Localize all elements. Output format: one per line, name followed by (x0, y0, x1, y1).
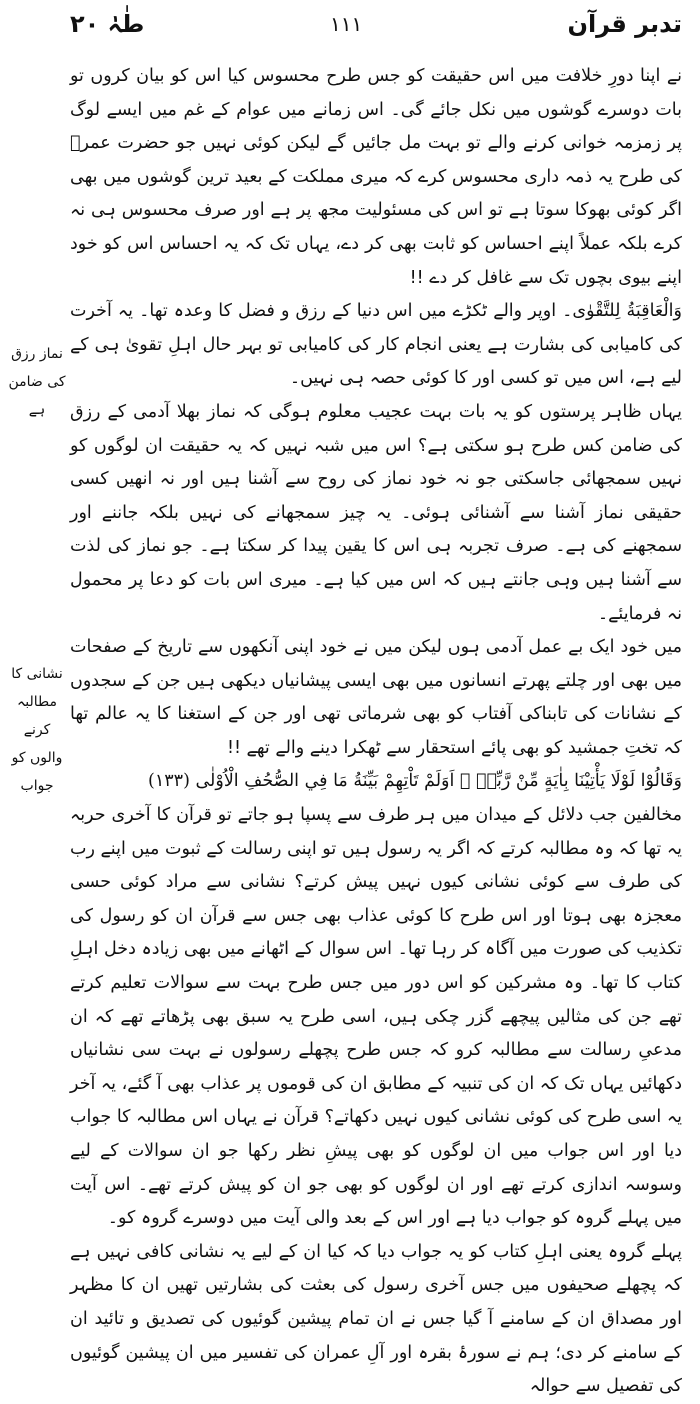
paragraph: وَالْعَاقِبَةُ لِلتَّقْوٰى۔ اوپر والے ٹکڑے میں اس دنیا کے رزق و فضل کا وعدہ تھا۔ یہ آخرت کی کامیابی کی بشارت ہے یعنی انجام کار کی کامیابی تو بہر حال اہلِ تقویٰ ہی کے لیے ہے، اس میں تو کسی اور کا کوئی حصہ ہی نہیں۔ (70, 301, 682, 389)
paragraph: پہلے گروہ یعنی اہلِ کتاب کو یہ جواب دیا کہ کیا ان کے لیے یہ نشانی کافی نہیں ہے کہ پچھلے صحیفوں میں جس آخری رسول کی بعثت کی بشارتیں تھیں ان کا مظہر اور مصداق ان کے سامنے آ گیا جس نے ان تمام پیشین گوئیوں کی تصدیق و تائید ان کے سامنے کر دی؛ ہم نے سورۂ بقرہ اور آلِ عمران کی تفسیر میں ان پیشین گوئیوں کی تفصیل سے حوالہ (70, 1241, 682, 1397)
page-number: ۱۱۱ (330, 12, 363, 36)
paragraph: میں خود ایک بے عمل آدمی ہوں لیکن میں نے خود اپنی آنکھوں سے تاریخ کے صفحات میں بھی اور چلتے پھرتے انسانوں میں بھی ایسی پیشانیاں دیکھی ہیں جن کے سجدوں کے نشانات کی تابناکی آفتاب کو بھی شرماتی تھی اور جن کے استغنا کا یہ عالم تھا کہ تختِ جمشید کو بھی پائے استحقار سے ٹھکرا دینے والے تھے !! (70, 637, 682, 758)
paragraph: نے اپنا دورِ خلافت میں اس حقیقت کو جس طرح محسوس کیا اس کو بیان کروں تو بات دوسرے گوشوں میں نکل جائے گی۔ اس زمانے میں عوام کے غم میں ایسے لوگ پر زمزمہ خوانی کرنے والے تو بہت مل جائیں گے لیکن کوئی نہیں جو حضرت عمرؓ کی طرح یہ ذمہ داری محسوس کرے کہ میری مملکت کے بعید ترین گوشوں میں بھی اگر کوئی بھوکا سوتا ہے تو اس کی مسئولیت مجھ پر ہے اور صرف محسوس ہی نہ کرے بلکہ عملاً اپنے احساس کو ثابت بھی کر دے، یہاں تک کہ یہ احساس اس کو خود اپنے بیوی بچوں تک سے غافل کر دے !! (70, 66, 682, 288)
book-title: تدبر قرآن (567, 10, 682, 38)
paragraph: مخالفین جب دلائل کے میدان میں ہر طرف سے پسپا ہو جاتے تو قرآن کا آخری حربہ یہ تھا کہ وہ مطالبہ کرتے کہ اگر یہ رسول ہیں تو اپنی رسالت کے ثبوت میں اپنے رب کی طرف سے کوئی نشانی کیوں نہیں پیش کرتے؟ نشانی سے مراد کوئی حسی معجزہ بھی ہوتا اور اس طرح کا کوئی عذاب بھی جس سے قرآن ان کو رسول کی تکذیب کی صورت میں آگاہ کر رہا تھا۔ اس سوال کے اٹھانے میں بھی زیادہ دخل اہلِ کتاب کا تھا۔ وہ مشرکین کو اس دور میں جس طرح بہت سے سوالات تعلیم کرتے تھے جن کی مثالیں پیچھے گزر چکی ہیں، اسی طرح یہ سبق بھی پڑھاتے تھے کہ ان مدعیِ رسالت سے مطالبہ کرو کہ جس طرح پچھلے رسولوں نے بہت سی نشانیاں دکھائیں یہاں تک کہ ان کی تنبیہ کے مطابق ان کی قوموں پر عذاب بھی آ گئے، یہ آخر یہ اسی طرح کی کوئی نشانی کیوں نہیں دکھاتے؟ قرآن نے یہاں اس مطالبہ کا جواب دیا اور اس جواب میں ان لوگوں کو بھی پیشِ نظر رکھا جو ان سوالات کے لیے وسوسہ اندازی کرتے تھے اور ان لوگوں کو بھی جو ان کو پیش کرتے تھے۔ اس آیت میں پہلے گروہ کو جواب دیا ہے اور اس کے بعد والی آیت میں دوسرے گروہ کو۔ (70, 805, 682, 1229)
margin-note: نشانی کا مطالبہ کرنے والوں کو جواب (11, 666, 63, 794)
quran-verse: وَقَالُوْا لَوْلَا يَأْتِيْنَا بِاٰيَةٍ مِّنْ رَّبِّهٖ ۭ اَوَلَمْ تَاْتِهِمْ بَيِّنَةُ مَا فِي الصُّحُفِ الْاُوْلٰى (۱۳۳) (148, 771, 682, 792)
main-text (70, 60, 682, 1404)
surah-reference: طٰہٰ ۲۰ (70, 10, 145, 38)
page-header (0, 8, 700, 52)
margin-note: نماز رزق کی ضامن ہے (8, 346, 66, 418)
paragraph: یہاں ظاہر پرستوں کو یہ بات بہت عجیب معلوم ہوگی کہ نماز بھلا آدمی کے رزق کی ضامن کس طرح ہو سکتی ہے؟ اس میں شبہ نہیں کہ یہ حقیقت ان لوگوں کو نہیں سمجھائی جاسکتی جو نہ خود نماز کی روح سے آشنا ہیں اور نہ انھیں کسی حقیقی نماز آشنا سے آشنائی ہوئی۔ یہ چیز سمجھانے کی نہیں بلکہ جاننے اور سمجھنے کی ہے۔ صرف تجربہ ہی اس کا یقین پیدا کر سکتا ہے۔ جو نماز کی لذت سے آشنا ہیں وہی جانتے ہیں کہ اس میں کیا ہے۔ میری اس بات کو دعا پر محمول نہ فرمایئے۔ (70, 401, 682, 624)
